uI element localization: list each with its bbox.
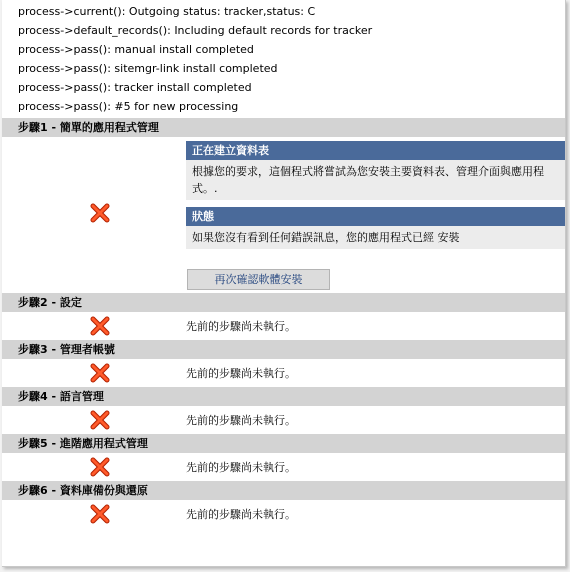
step1-body <box>2 137 565 291</box>
creating-tables-panel <box>186 141 566 200</box>
log-line: process->default_records(): Including default records for tracker <box>18 24 373 37</box>
status-text: 如果您沒有看到任何錯誤訊息，您的應用程式已經 安裝 <box>186 226 566 249</box>
red-x-icon <box>90 316 110 336</box>
red-x-icon <box>90 363 110 383</box>
step2-message: 先前的步驟尚未執行。 <box>186 320 296 333</box>
step2-row <box>2 312 565 338</box>
creating-tables-heading: 正在建立資料表 <box>186 141 566 160</box>
step1-header: 步驟1 - 簡單的應用程式管理 <box>2 118 565 137</box>
step3-header: 步驟3 - 管理者帳號 <box>2 340 565 359</box>
step4-message: 先前的步驟尚未執行。 <box>186 414 296 427</box>
red-x-icon <box>90 504 110 524</box>
reconfirm-install-button[interactable]: 再次確認軟體安裝 <box>187 269 330 290</box>
step6-row <box>2 500 565 526</box>
process-log <box>2 0 565 116</box>
step6-message: 先前的步驟尚未執行。 <box>186 508 296 521</box>
setup-page <box>2 0 566 567</box>
log-line: process->pass(): manual install completed <box>18 43 254 56</box>
step4-row <box>2 406 565 432</box>
step5-row <box>2 453 565 479</box>
step3-row <box>2 359 565 385</box>
status-heading: 狀態 <box>186 207 566 226</box>
red-x-icon <box>90 457 110 477</box>
red-x-icon <box>90 203 110 223</box>
status-panel <box>186 207 566 249</box>
log-line: process->pass(): tracker install completed <box>18 81 252 94</box>
log-line: process->pass(): sitemgr-link install completed <box>18 62 278 75</box>
step3-message: 先前的步驟尚未執行。 <box>186 367 296 380</box>
step5-message: 先前的步驟尚未執行。 <box>186 461 296 474</box>
log-line: process->current(): Outgoing status: tracker,status: C <box>18 5 316 18</box>
red-x-icon <box>90 410 110 430</box>
step2-header: 步驟2 - 設定 <box>2 293 565 312</box>
creating-tables-text: 根據您的要求，這個程式將嘗試為您安裝主要資料表、管理介面與應用程式。. <box>186 160 566 200</box>
step6-header: 步驟6 - 資料庫備份與還原 <box>2 481 565 500</box>
step5-header: 步驟5 - 進階應用程式管理 <box>2 434 565 453</box>
log-line: process->pass(): #5 for new processing <box>18 100 239 113</box>
step4-header: 步驟4 - 語言管理 <box>2 387 565 406</box>
